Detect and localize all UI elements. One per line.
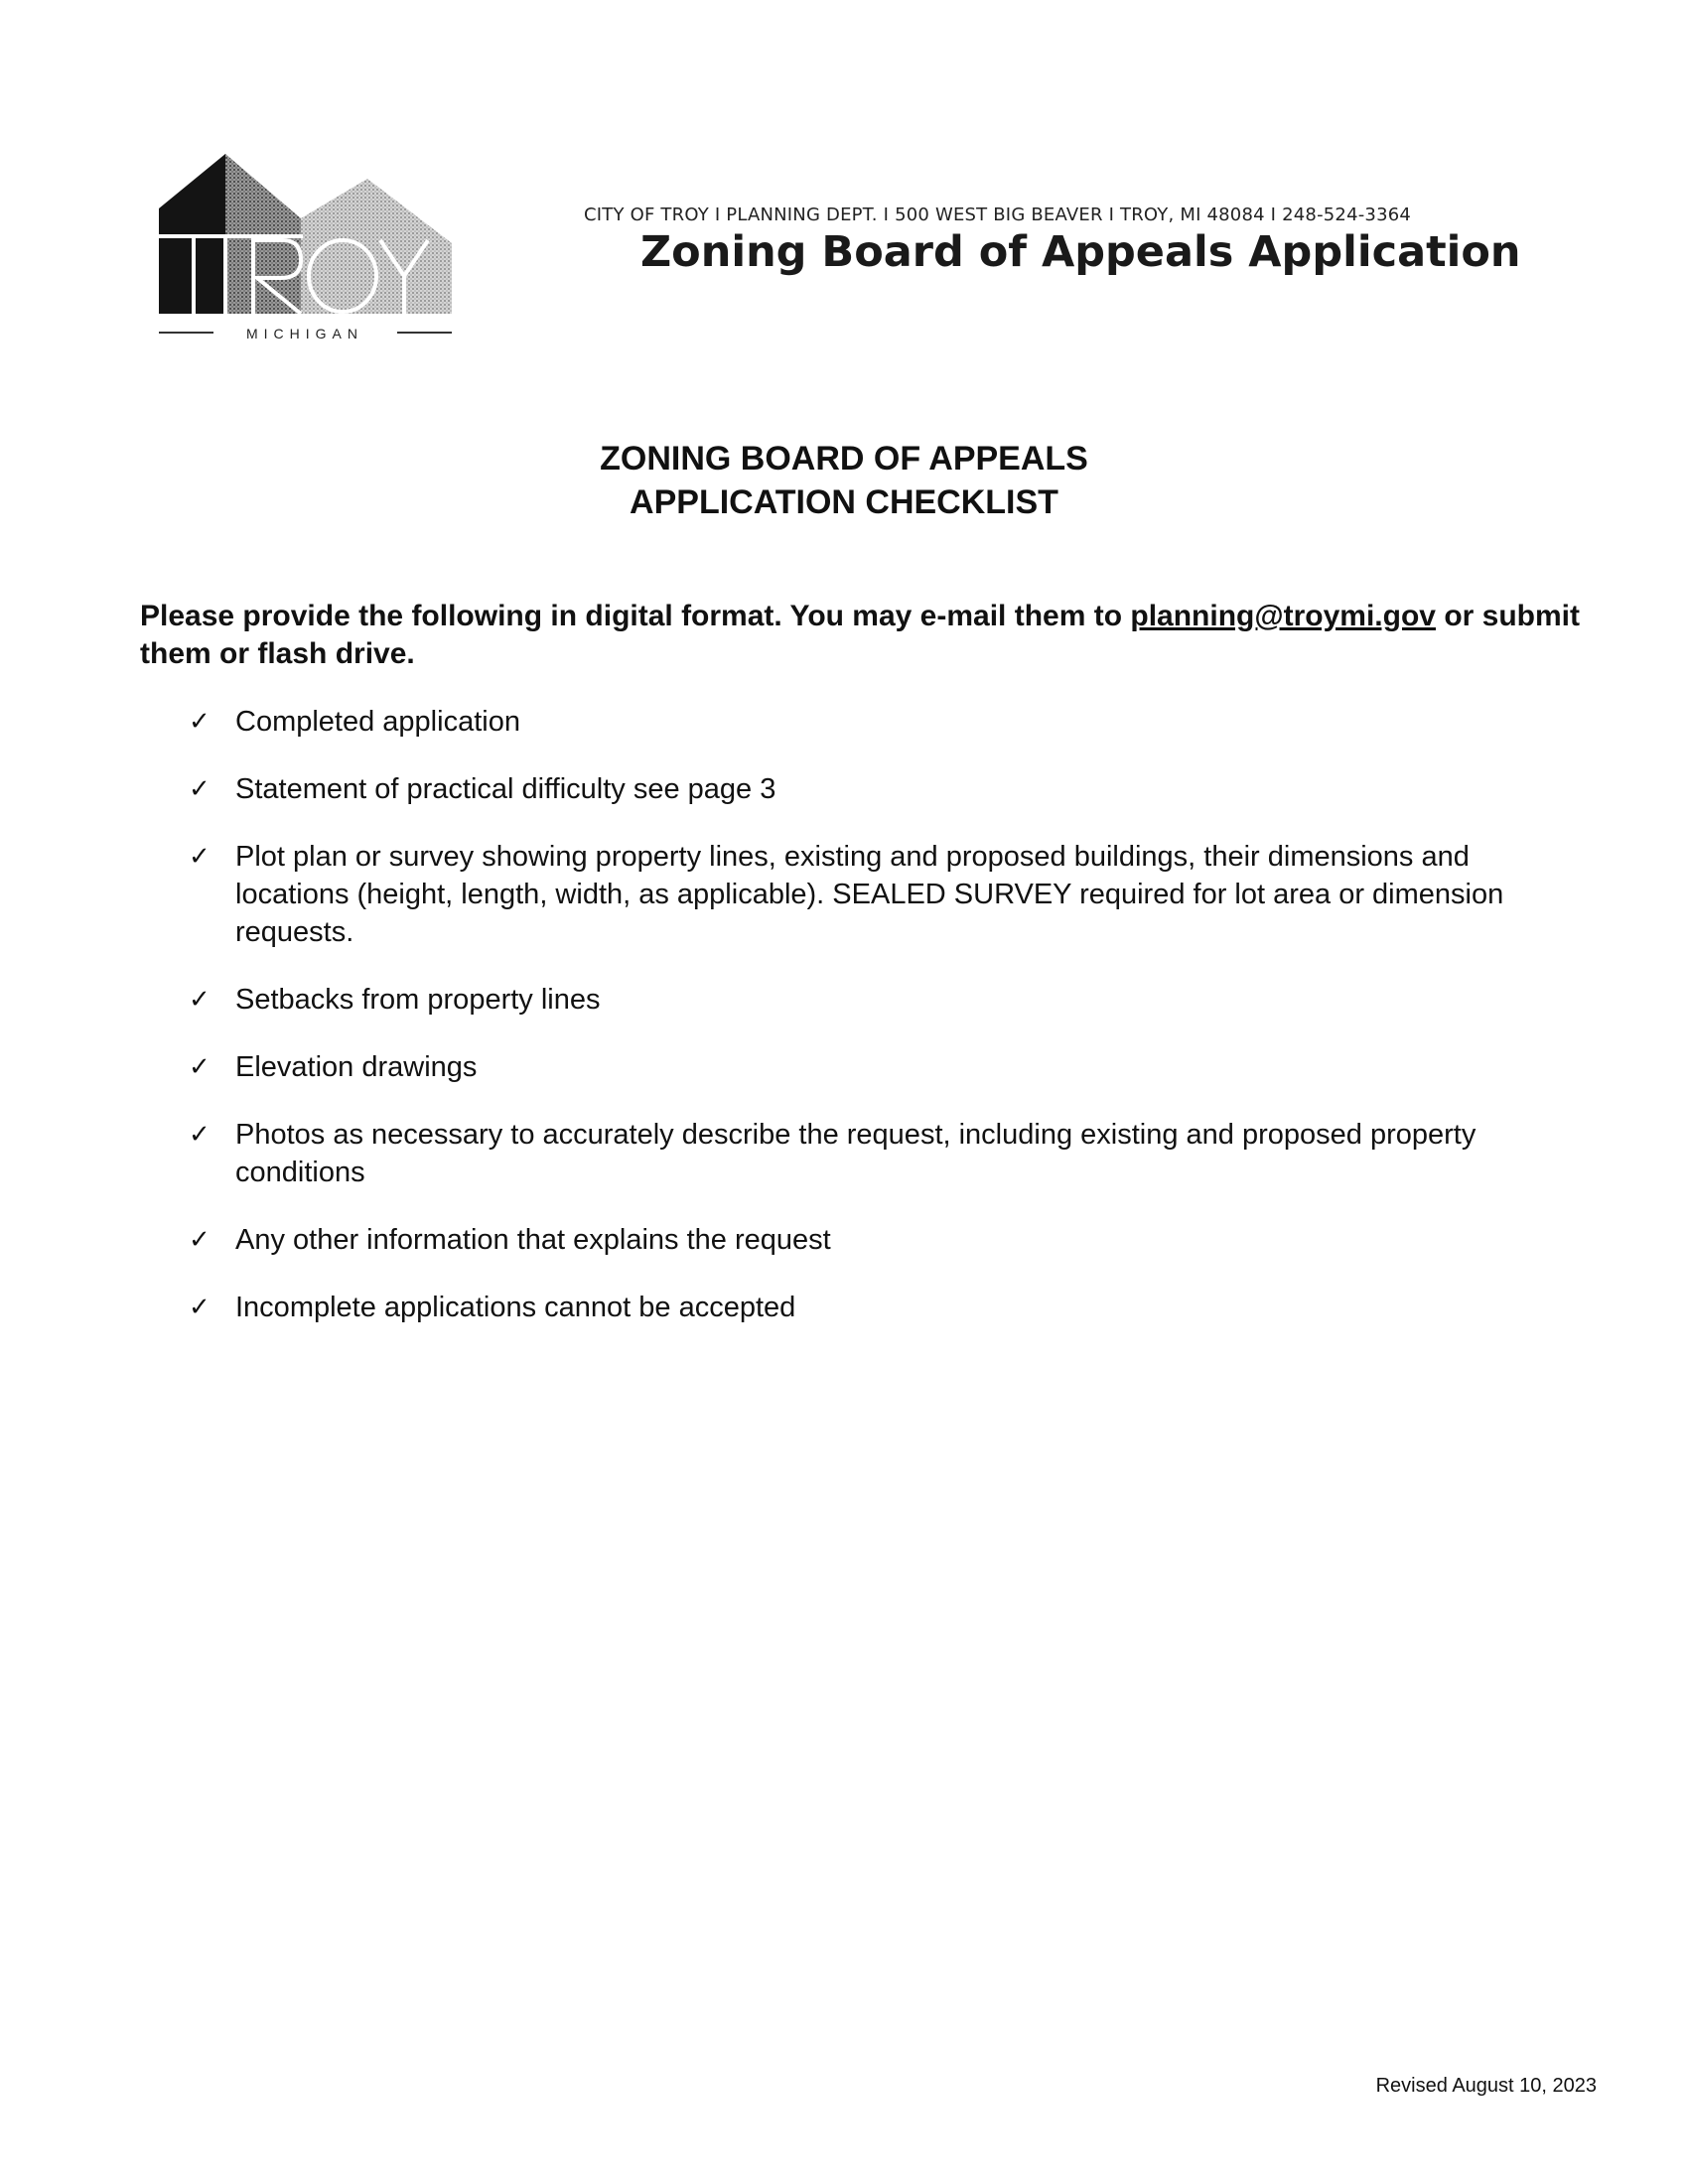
checklist-item [189, 703, 1549, 741]
checklist-item [189, 1116, 1549, 1191]
check-icon: ✓ [189, 985, 211, 1015]
troy-logo-mark [154, 149, 462, 347]
check-icon: ✓ [189, 1120, 211, 1150]
checklist-item-text: Elevation drawings [235, 1051, 478, 1083]
checklist-item [189, 981, 1549, 1019]
revised-date: Revised August 10, 2023 [1375, 2075, 1597, 2097]
check-icon: ✓ [189, 1052, 211, 1082]
checklist-item-text: Setbacks from property lines [235, 984, 601, 1016]
check-icon: ✓ [189, 1225, 211, 1255]
checklist-item-text: Statement of practical difficulty see page 3 [235, 773, 776, 805]
check-icon: ✓ [189, 842, 211, 872]
checklist-item [189, 770, 1549, 808]
intro-text-end: or submit them or flash drive. [140, 600, 1580, 670]
checklist-heading-line2: APPLICATION CHECKLIST [630, 483, 1058, 521]
page-title: Zoning Board of Appeals Application [640, 227, 1521, 277]
troy-logo [154, 149, 462, 347]
checklist-item [189, 1289, 1549, 1326]
svg-text:MICHIGAN: MICHIGAN [246, 326, 363, 341]
checklist-item-text: Photos as necessary to accurately describe the request, including existing and proposed property conditions [235, 1119, 1477, 1188]
checklist-item-text: Incomplete applications cannot be accepted [235, 1292, 796, 1323]
header-contact-line: CITY OF TROY I PLANNING DEPT. I 500 WEST BIG BEAVER I TROY, MI 48084 I 248-524-3364 [584, 205, 1412, 225]
check-icon: ✓ [189, 707, 211, 737]
checklist-heading-line1: ZONING BOARD OF APPEALS [600, 440, 1088, 478]
intro-text: Please provide the following in digital format. You may e-mail them to [140, 600, 1131, 632]
checklist-items [189, 703, 1549, 1356]
check-icon: ✓ [189, 1293, 211, 1322]
email-link[interactable]: planning@troymi.gov [1130, 600, 1436, 632]
checklist-item [189, 1221, 1549, 1259]
checklist-heading [0, 437, 1688, 524]
checklist-item-text: Any other information that explains the request [235, 1224, 831, 1256]
checklist-item [189, 838, 1549, 951]
check-icon: ✓ [189, 774, 211, 804]
checklist-item-text: Plot plan or survey showing property lines, existing and proposed buildings, their dimensions and locations (height, length, width, as applicable). SEALED SURVEY required for lot area or dimension requests. [235, 841, 1504, 948]
checklist-item [189, 1048, 1549, 1086]
checklist-item-text: Completed application [235, 706, 520, 738]
intro-paragraph [140, 598, 1590, 673]
